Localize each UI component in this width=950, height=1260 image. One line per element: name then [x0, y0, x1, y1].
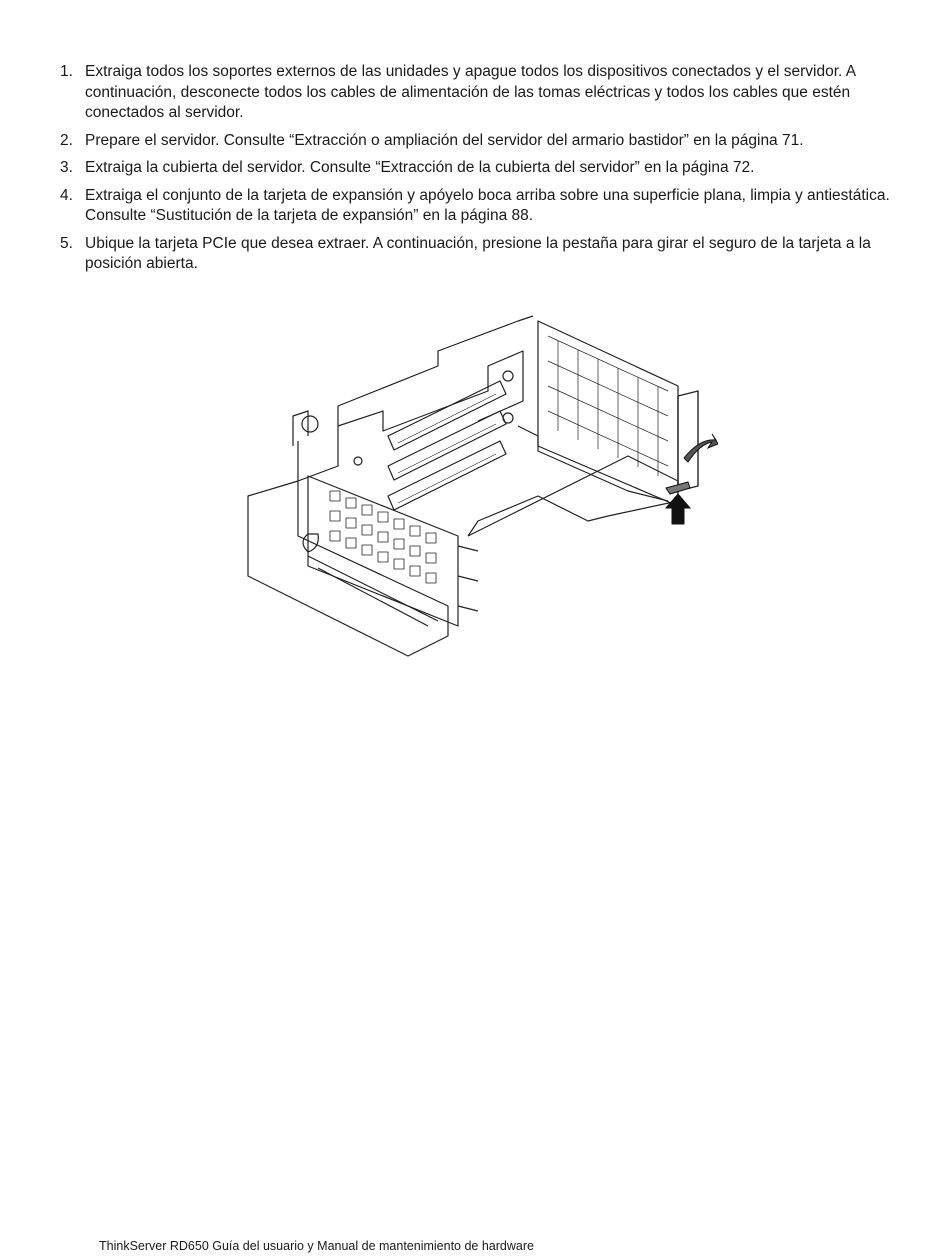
riser-card-illustration: [238, 306, 718, 662]
step-number: 4.: [60, 186, 73, 204]
rotate-arrow-icon: [684, 434, 718, 462]
screw-hole: [503, 371, 513, 381]
cage-back-wall-edge: [293, 316, 533, 446]
cage-floor: [248, 481, 448, 656]
step-text: Extraiga el conjunto de la tarjeta de expansión y apóyelo boca arriba sobre una superficie plana, limpia y antiestática. Consulte “Sustitución de la tarjeta de expansión” en la página 88.: [85, 186, 890, 224]
step-number: 2.: [60, 131, 73, 149]
pcie-slot: [388, 441, 506, 510]
step-item: [60, 158, 890, 179]
screw-hole: [354, 457, 362, 465]
step-text: Extraiga la cubierta del servidor. Consulte “Extracción de la cubierta del servidor” en la página 72.: [85, 159, 755, 176]
step-item: [60, 186, 890, 227]
step-number: 3.: [60, 159, 73, 176]
step-number: 1.: [60, 63, 73, 80]
bracket-rails: [458, 546, 478, 611]
step-item: [60, 62, 890, 124]
step-item: [60, 131, 890, 152]
step-text: Ubique la tarjeta PCIe que desea extraer. A continuación, presione la pestaña para girar el seguro de la tarjeta a la posición abierta.: [85, 234, 871, 272]
step-text: Extraiga todos los soportes externos de las unidades y apague todos los dispositivos conectados y el servidor. A continuación, desconecte todos los cables de alimentación de las tomas eléctricas y todos los cables que estén conectados al servidor.: [85, 63, 856, 121]
step-number: 5.: [60, 234, 73, 252]
step-item: [60, 234, 890, 275]
riser-cage-illustration: [238, 306, 718, 662]
screw-hole: [302, 416, 318, 432]
step-text: Prepare el servidor. Consulte “Extracción o ampliación del servidor del armario bastidor” en la página 71.: [85, 131, 804, 149]
riser-card-edge: [518, 426, 668, 501]
procedure-steps: [60, 62, 890, 282]
page-footer: ThinkServer RD650 Guía del usuario y Manual de mantenimiento de hardware: [99, 1239, 534, 1253]
pcie-slot: [388, 411, 506, 480]
cage-keyhole: [303, 534, 318, 552]
retention-latch: [678, 391, 698, 491]
